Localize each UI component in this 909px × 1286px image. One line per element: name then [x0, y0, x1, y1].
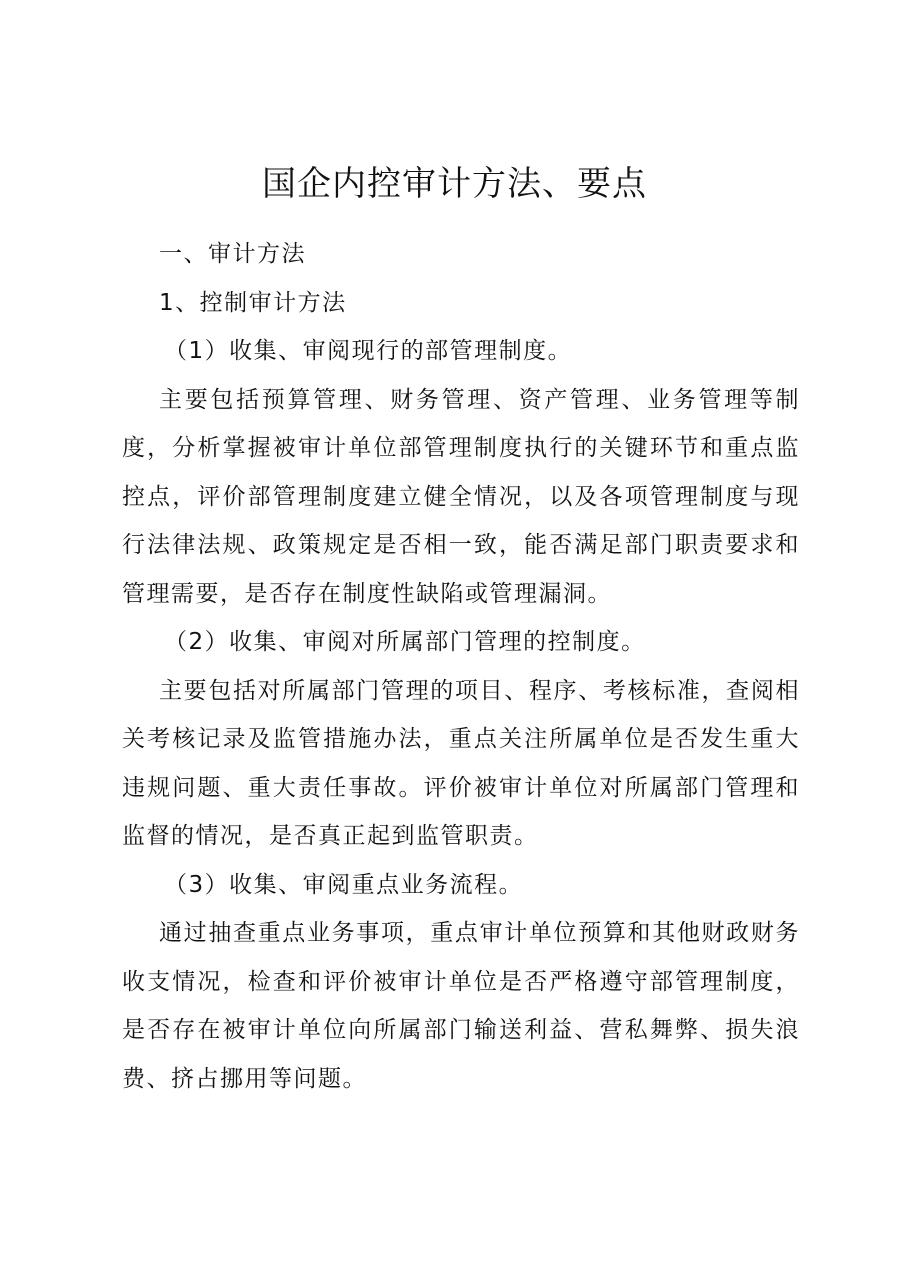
item-2-heading: （2）收集、审阅对所属部门管理的控制度。	[164, 629, 646, 655]
document-body	[122, 230, 800, 1103]
document-title: 国企内控审计方法、要点	[262, 164, 647, 204]
item-1-heading: （1）收集、审阅现行的部管理制度。	[164, 338, 573, 364]
item-3-body: 通过抽查重点业务事项，重点审计单位预算和其他财政财务收支情况，检查和评价被审计单位是否严格遵守部管理制度，是否存在被审计单位向所属部门输送利益、营私舞弊、损失浪费、挤占挪用等问题。	[122, 920, 800, 1092]
subsection-heading: 1、控制审计方法	[159, 289, 347, 316]
section-heading: 一、审计方法	[159, 241, 306, 267]
item-3-heading: （3）收集、审阅重点业务流程。	[164, 871, 524, 898]
item-2-body: 主要包括对所属部门管理的项目、程序、考核标准，查阅相关考核记录及监管措施办法，重点关注所属单位是否发生重大违规问题、重大责任事故。评价被审计单位对所属部门管理和监督的情况，是否真正起到监管职责。	[122, 677, 800, 849]
item-1-body: 主要包括预算管理、财务管理、资产管理、业务管理等制度，分析掌握被审计单位部管理制度执行的关键环节和重点监控点，评价部管理制度建立健全情况，以及各项管理制度与现行法律法规、政策规定是否相一致，能否满足部门职责要求和管理需要，是否存在制度性缺陷或管理漏洞。	[122, 386, 800, 607]
